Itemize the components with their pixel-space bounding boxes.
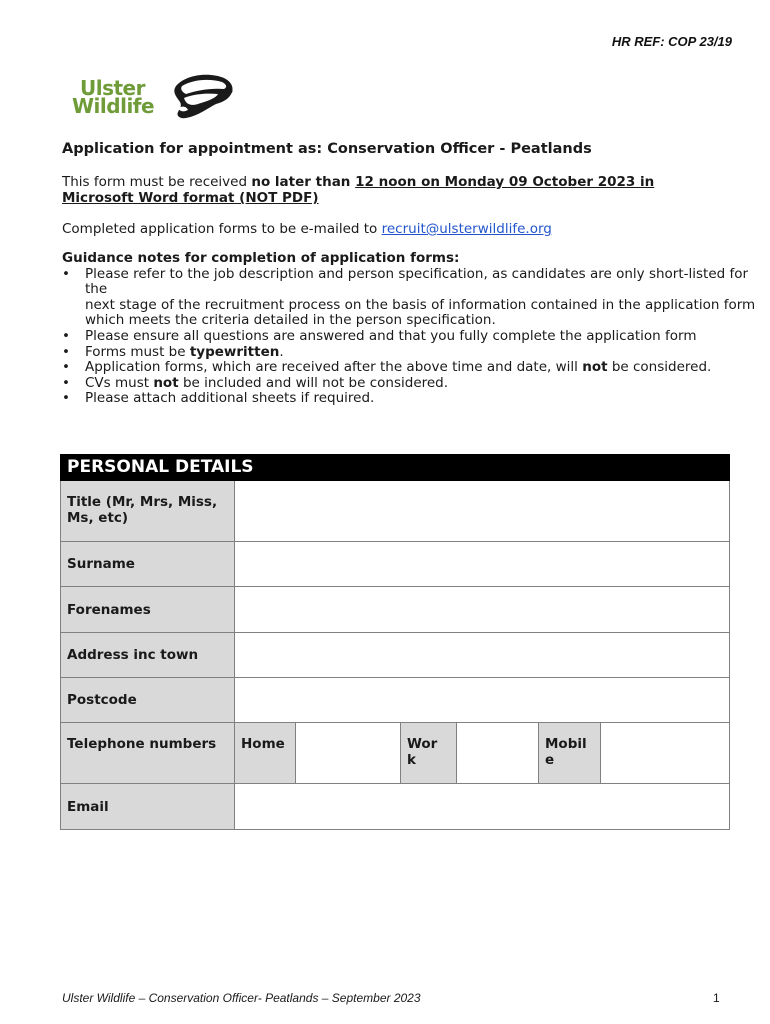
guidance-text: CVs must <box>85 374 154 391</box>
guidance-item <box>62 267 762 329</box>
logo-word-ulster: Ulster <box>80 76 145 100</box>
forenames-label: Forenames <box>61 587 235 632</box>
guidance-item <box>62 360 762 376</box>
email-instruction-text: Completed application forms to be e-mailed to <box>62 221 382 237</box>
address-field[interactable] <box>235 633 729 677</box>
guidance-item: • Please attach additional sheets if required. <box>62 391 762 407</box>
email-instruction <box>62 221 552 237</box>
postcode-row <box>60 678 730 723</box>
form-title: Application for appointment as: Conservation Officer - Peatlands <box>62 141 592 157</box>
guidance-item: • Please ensure all questions are answered and that you fully complete the application form <box>62 329 762 345</box>
email-row <box>60 784 730 830</box>
postcode-field[interactable] <box>235 678 729 722</box>
postcode-label: Postcode <box>61 678 235 722</box>
badger-head-icon <box>172 72 236 122</box>
telephone-label: Telephone numbers <box>61 723 235 783</box>
email-label: Email <box>61 784 235 829</box>
deadline-notice <box>62 174 712 206</box>
home-phone-field[interactable] <box>296 723 401 783</box>
hr-reference: HR REF: COP 23/19 <box>611 34 732 49</box>
work-phone-field[interactable] <box>457 723 539 783</box>
guidance-text: . <box>279 343 284 360</box>
logo-word-wildlife: Wildlife <box>72 94 155 118</box>
work-label: Wor k <box>401 723 457 783</box>
guidance-bold: not <box>582 359 608 376</box>
footer-text: Ulster Wildlife – Conservation Officer- Peatlands – September 2023 <box>62 991 421 1005</box>
recruit-email-link[interactable]: recruit@ulsterwildlife.org <box>381 221 552 237</box>
home-label: Home <box>235 723 296 783</box>
title-label: Title (Mr, Mrs, Miss, Ms, etc) <box>61 481 235 541</box>
surname-label: Surname <box>61 542 235 586</box>
guidance-text: Application forms, which are received after the above time and date, will <box>85 359 583 376</box>
guidance-item-line: which meets the criteria detailed in the person specification. <box>85 312 496 329</box>
email-field[interactable] <box>235 784 729 829</box>
guidance-item-line: next stage of the recruitment process on the basis of information contained in the application form <box>85 296 756 313</box>
guidance-heading: Guidance notes for completion of application forms: <box>62 250 460 266</box>
mobile-label: Mobil e <box>539 723 601 783</box>
deadline-date: 12 noon on Monday 09 October 2023 in Microsoft Word format (NOT PDF) <box>62 174 655 206</box>
guidance-text: be included and will not be considered. <box>178 374 449 391</box>
title-row <box>60 481 730 542</box>
surname-field[interactable] <box>235 542 729 586</box>
guidance-item <box>62 376 762 392</box>
deadline-prefix: This form must be received <box>62 174 252 190</box>
guidance-bold: not <box>153 374 179 391</box>
guidance-item <box>62 345 762 361</box>
address-row <box>60 633 730 678</box>
deadline-bold: no later than <box>251 174 356 190</box>
address-label: Address inc town <box>61 633 235 677</box>
guidance-text: be considered. <box>607 359 712 376</box>
surname-row <box>60 542 730 587</box>
mobile-phone-field[interactable] <box>601 723 729 783</box>
ulster-wildlife-logo <box>72 72 242 124</box>
guidance-item-line: • Please refer to the job description and person specification, as candidates are only short-listed for the <box>85 265 749 298</box>
personal-details-heading: PERSONAL DETAILS <box>60 454 730 481</box>
telephone-row <box>60 723 730 784</box>
title-field[interactable] <box>235 481 729 541</box>
guidance-text: Forms must be <box>85 343 190 360</box>
personal-details-form <box>60 454 730 830</box>
forenames-field[interactable] <box>235 587 729 632</box>
guidance-notes <box>62 251 762 407</box>
page-number: 1 <box>713 991 720 1005</box>
forenames-row <box>60 587 730 633</box>
guidance-bold: typewritten <box>189 343 280 360</box>
guidance-list <box>62 267 762 407</box>
